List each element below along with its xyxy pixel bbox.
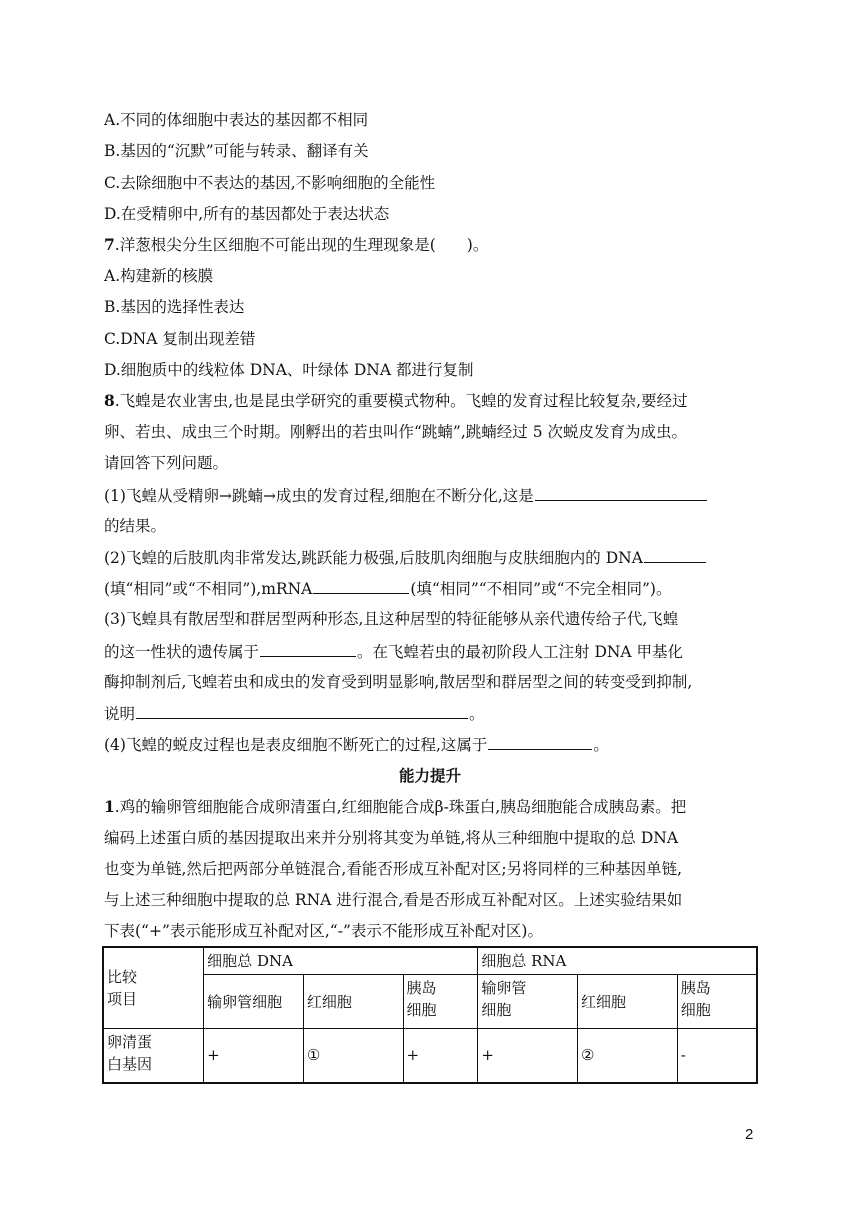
q8-part1-line2: 的结果。	[104, 517, 167, 535]
answer-blank[interactable]	[488, 733, 592, 750]
ab1-line5: 下表(“+”表示能形成互补配对区,“-”表示不能形成互补配对区)。	[104, 922, 543, 940]
answer-blank[interactable]	[260, 640, 356, 657]
q8-number: 8	[104, 391, 115, 410]
q8-part1-line1	[104, 484, 708, 507]
table-header-rbc: 红细胞	[303, 975, 403, 1029]
table-cell: +	[403, 1029, 478, 1083]
ab1-line2: 编码上述蛋白质的基因提取出来并分别将其变为单链,将从三种细胞中提取的总 DNA	[104, 829, 679, 847]
table-header-oviduct-rna-line2: 细胞	[481, 1001, 512, 1019]
q8-part3-line1: (3)飞蝗具有散居型和群居型两种形态,且这种居型的特征能够从亲代遗传给子代,飞蝗	[104, 610, 679, 628]
q6-option-a: A.不同的体细胞中表达的基因都不相同	[104, 111, 369, 129]
q6-option-b: B.基因的“沉默”可能与转录、翻译有关	[104, 142, 369, 160]
ab1-line4: 与上述三种细胞中提取的总 RNA 进行混合,看是否形成互补配对区。上述实验结果如	[104, 891, 683, 909]
q7-stem	[104, 234, 488, 256]
q8-part4-text-a: (4)飞蝗的蜕皮过程也是表皮细胞不断死亡的过程,这属于	[104, 736, 488, 754]
q8-part1-text: (1)飞蝗从受精卵→跳蝻→成虫的发育过程,细胞在不断分化,这是	[104, 487, 534, 505]
table-cell: -	[677, 1029, 757, 1083]
q8-stem-line1	[104, 390, 688, 412]
q8-part3-line2	[104, 640, 683, 663]
q6-option-d: D.在受精卵中,所有的基因都处于表达状态	[104, 205, 390, 223]
table-cell: +	[204, 1029, 304, 1083]
q8-part2-line1	[104, 546, 707, 569]
ab1-line1	[104, 796, 686, 818]
table-row-label-line2: 白基因	[107, 1055, 153, 1073]
q8-part3-line3: 酶抑制剂后,飞蝗若虫和成虫的发育受到明显影响,散居型和群居型之间的转变受到抑制,	[104, 673, 693, 691]
q8-part2-text: (2)飞蝗的后肢肌肉非常发达,跳跃能力极强,后肢肌肉细胞与皮肤细胞内的 DNA	[104, 549, 643, 567]
ab1-line3: 也变为单链,然后把两部分单链混合,看能否形成互补配对区;另将同样的三种基因单链,	[104, 860, 683, 878]
q6-option-c: C.去除细胞中不表达的基因,不影响细胞的全能性	[104, 174, 436, 192]
q8-part3-text-c: 说明	[104, 705, 136, 723]
q7-stem-text: .洋葱根尖分生区细胞不可能出现的生理现象是( )。	[114, 236, 489, 254]
ab1-text: .鸡的输卵管细胞能合成卵清蛋白,红细胞能合成β-珠蛋白,胰岛细胞能合成胰岛素。把	[114, 798, 687, 816]
q8-part4-text-b: 。	[593, 736, 609, 754]
table-header-islet	[403, 975, 478, 1029]
page-number: 2	[745, 1126, 754, 1143]
table-corner-line2: 项目	[107, 990, 138, 1008]
q8-part3-line4	[104, 702, 485, 725]
table-cell: ②	[578, 1029, 678, 1083]
table-header-oviduct: 输卵管细胞	[204, 975, 304, 1029]
table-header-islet-rna-line1: 胰岛	[680, 979, 711, 997]
table-header-rbc-rna: 红细胞	[578, 975, 678, 1029]
q7-option-b: B.基因的选择性表达	[104, 298, 245, 316]
table-header-islet-rna-line2: 细胞	[680, 1001, 711, 1019]
q7-number: 7	[104, 235, 115, 254]
table-group-dna: 细胞总 DNA	[204, 947, 478, 975]
q8-part2-line2	[104, 577, 671, 600]
table-corner-line1: 比较	[107, 968, 138, 986]
answer-blank[interactable]	[313, 577, 409, 594]
q7-option-d: D.细胞质中的线粒体 DNA、叶绿体 DNA 都进行复制	[104, 361, 474, 379]
table-header-islet-line1: 胰岛	[406, 979, 437, 997]
q7-option-c: C.DNA 复制出现差错	[104, 330, 256, 348]
answer-blank[interactable]	[644, 546, 706, 563]
table-corner-cell	[103, 947, 204, 1029]
section-title: 能力提升	[398, 766, 461, 785]
table-cell: +	[478, 1029, 578, 1083]
table-group-rna: 细胞总 RNA	[478, 947, 757, 975]
answer-blank[interactable]	[136, 702, 468, 719]
table-row-label-line1: 卵清蛋	[107, 1033, 153, 1051]
q8-part4-line1	[104, 733, 609, 756]
table-header-islet-rna	[677, 975, 757, 1029]
q8-part3-text-d: 。	[469, 705, 485, 723]
q8-stem-line3: 请回答下列问题。	[104, 454, 229, 472]
q8-part2-text-b: (填“相同”“不相同”或“不完全相同”)。	[410, 580, 672, 598]
q8-part3-text-b: 。在飞蝗若虫的最初阶段人工注射 DNA 甲基化	[357, 643, 684, 661]
table-header-islet-line2: 细胞	[406, 1001, 437, 1019]
table-cell: ①	[303, 1029, 403, 1083]
ab1-number: 1	[104, 797, 115, 816]
q8-stem-line2: 卵、若虫、成虫三个时期。刚孵出的若虫叫作“跳蝻”,跳蝻经过 5 次蜕皮发育为成虫。	[104, 423, 687, 441]
q8-part2-text-a: (填“相同”或“不相同”),mRNA	[104, 580, 313, 598]
q7-option-a: A.构建新的核膜	[104, 267, 214, 285]
table-header-oviduct-rna-line1: 输卵管	[481, 979, 527, 997]
table-row-label	[103, 1029, 204, 1083]
q8-stem-text: .飞蝗是农业害虫,也是昆虫学研究的重要模式物种。飞蝗的发育过程比较复杂,要经过	[114, 392, 688, 410]
q8-part3-text-a: 的这一性状的遗传属于	[104, 643, 260, 661]
table-header-oviduct-rna	[478, 975, 578, 1029]
results-table	[102, 946, 758, 1084]
answer-blank[interactable]	[535, 484, 707, 501]
